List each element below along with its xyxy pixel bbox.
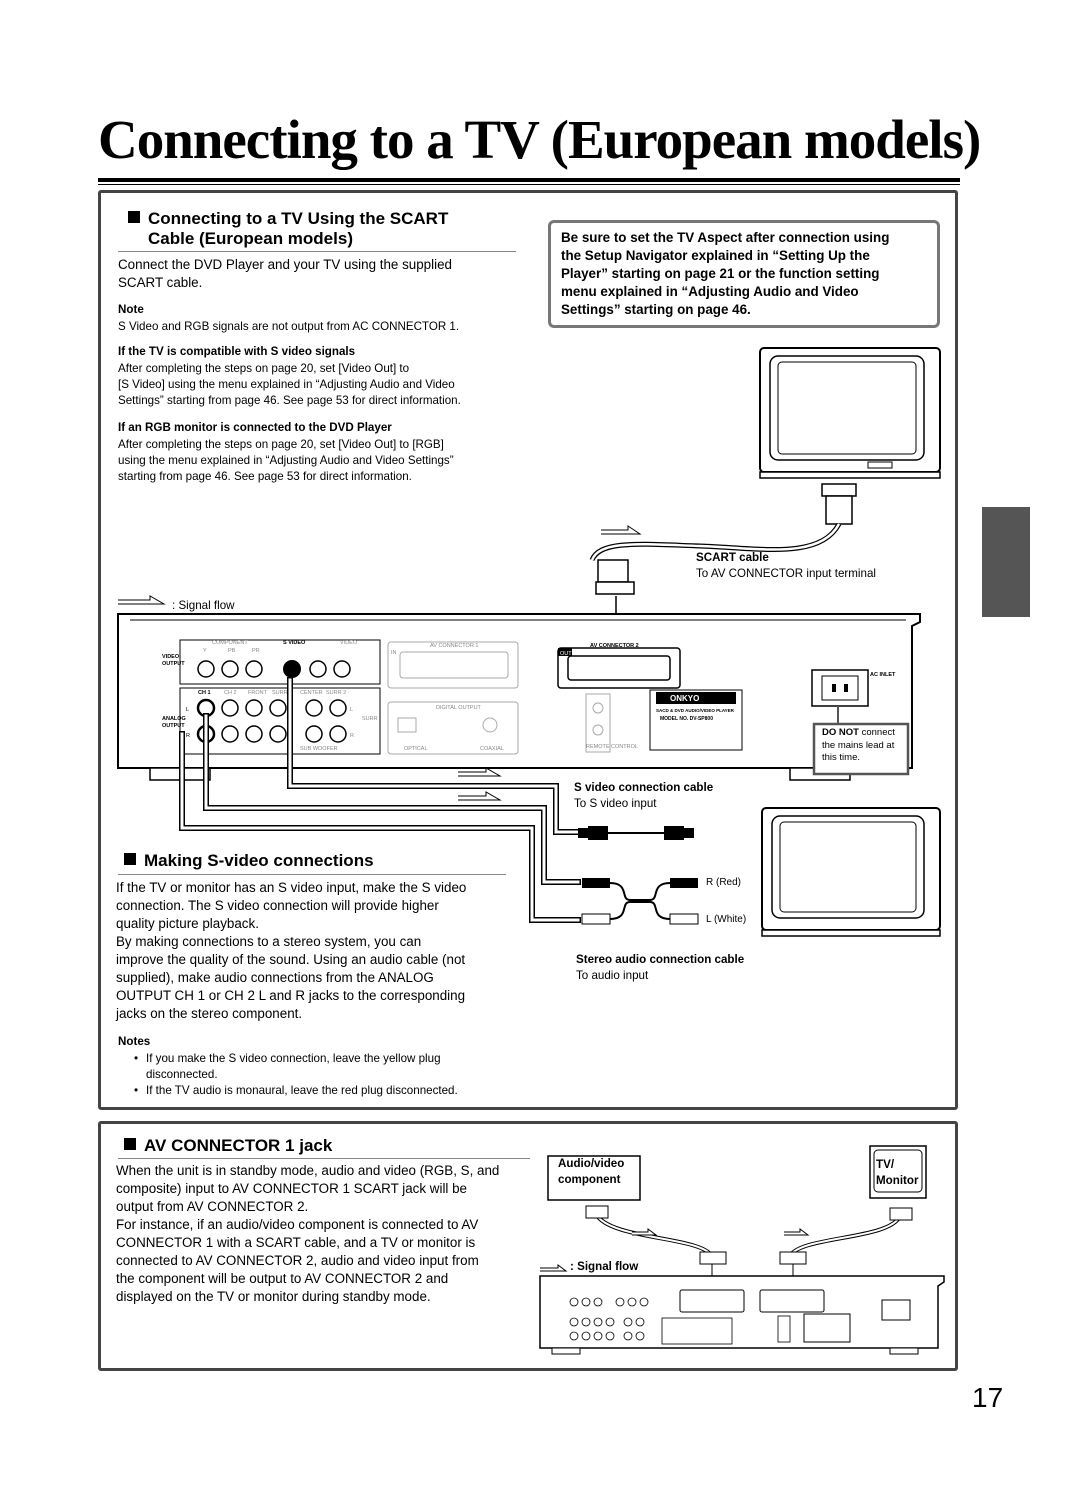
panel-l2: L: [350, 707, 354, 713]
do-not-bold: DO NOT: [822, 727, 859, 738]
panel-pr: PR: [252, 648, 260, 654]
r-red-label: R (Red): [706, 877, 742, 888]
callout-line: Player” starting on page 21 or the function setting: [561, 266, 880, 281]
panel-coaxial: COAXIAL: [480, 746, 504, 752]
do-not-line: connect: [858, 727, 895, 738]
s2-line: connection. The S video connection will provide higher: [116, 898, 439, 913]
panel-surr1: SURR 1: [272, 690, 293, 696]
s3-line: displayed on the TV or monitor during standby mode.: [116, 1289, 431, 1304]
sub1-heading: If the TV is compatible with S video signals: [118, 345, 356, 358]
sub2-line: starting from page 46. See page 53 for direct information.: [118, 470, 412, 483]
s3-line: the component will be output to AV CONNECTOR 2 and: [116, 1271, 449, 1286]
note-line: disconnected.: [146, 1068, 218, 1081]
panel-s-video: S VIDEO: [283, 640, 306, 646]
note-line: • If you make the S video connection, leave the yellow plug: [146, 1052, 441, 1065]
tv-top: [760, 348, 940, 478]
section3-rule: [118, 1158, 530, 1159]
panel-r2: R: [350, 733, 354, 739]
scart-plug-tv: [592, 484, 856, 560]
callout-line: the Setup Navigator explained in “Setting Up the: [561, 248, 870, 263]
panel-surr2: SURR 2: [326, 690, 347, 696]
sub2-line: After completing the steps on page 20, set [Video Out] to [RGB]: [118, 438, 444, 451]
sub1-line: After completing the steps on page 20, set [Video Out] to: [118, 362, 410, 375]
s2-line: By making connections to a stereo system, you can: [116, 934, 422, 949]
panel-pb: PB: [228, 648, 236, 654]
panel-sub-woofer: SUB WOOFER: [300, 746, 338, 752]
panel-l: L: [186, 707, 190, 713]
s2-line: improve the quality of the sound. Using an audio cable (not: [116, 952, 466, 967]
panel-analog-output-1: ANALOG: [162, 716, 186, 722]
l-white-label: L (White): [706, 914, 747, 925]
panel-video: VIDEO: [340, 640, 358, 646]
notes-list: [132, 1051, 522, 1099]
panel-center: CENTER: [300, 690, 323, 696]
av-component-label: [558, 1156, 624, 1188]
panel-out: OUT: [560, 651, 572, 657]
s3-line: composite) input to AV CONNECTOR 1 SCART jack will be: [116, 1181, 468, 1196]
panel-in: IN: [391, 650, 397, 656]
tv-bottom: [762, 808, 940, 936]
callout-line: menu explained in “Adjusting Audio and Video: [561, 284, 859, 299]
section2-heading: [124, 851, 374, 871]
panel-ch2: CH 2: [224, 690, 237, 696]
panel-model-desc: SACD & DVD AUDIO/VIDEO PLAYER: [656, 708, 734, 713]
stereo-cable-label: Stereo audio connection cable: [576, 953, 745, 966]
page-number: 17: [972, 1382, 1004, 1413]
stereo-to-label: To audio input: [576, 969, 649, 982]
s2-line: OUTPUT CH 1 or CH 2 L and R jacks to the corresponding: [116, 988, 466, 1003]
note-item: [146, 1051, 522, 1083]
section2-rule: [118, 874, 506, 875]
page-title: Connecting to a TV (European models): [98, 109, 981, 170]
do-not-line: the mains lead at: [822, 739, 895, 751]
panel-video-output-1: VIDEO: [162, 654, 180, 660]
section3-body: [116, 1162, 546, 1306]
panel-y: Y: [203, 648, 207, 654]
note-item: • If the TV audio is monaural, leave the red plug disconnected.: [146, 1083, 522, 1099]
panel-component: COMPONENT: [212, 640, 248, 646]
signal-flow-label-2: : Signal flow: [570, 1260, 639, 1273]
bullet-square-icon: [124, 1138, 136, 1150]
s2-line: jacks on the stereo component.: [116, 1006, 303, 1021]
player-rear-panel: [118, 614, 920, 780]
panel-ch1: CH 1: [198, 690, 211, 696]
panel-r: R: [186, 733, 190, 739]
signal-flow-label: : Signal flow: [172, 599, 235, 612]
svideo-cable-label: S video connection cable: [574, 781, 714, 794]
panel-analog-output-2: OUTPUT: [162, 723, 185, 729]
note-heading: Note: [118, 303, 144, 316]
s-video-cable: [578, 826, 694, 840]
do-not-connect-text: [822, 727, 895, 765]
panel-av-connector-1: AV CONNECTOR 1: [430, 643, 479, 649]
section1-heading-line2: Cable (European models): [148, 229, 353, 248]
section2-p1: [116, 879, 526, 1023]
sub1-line: [S Video] using the menu explained in “Adjusting Audio and Video: [118, 378, 455, 391]
s2-line: If the TV or monitor has an S video input, make the S video: [116, 880, 467, 895]
sub1-line: Settings” starting from page 46. See page 53 for direct information.: [118, 394, 461, 407]
section1-heading-line1: Connecting to a TV Using the SCART: [148, 209, 449, 228]
tv-monitor-line: TV/: [876, 1158, 895, 1171]
panel-optical: OPTICAL: [404, 746, 428, 752]
tv-monitor-label: [876, 1157, 919, 1189]
sub2-line: using the menu explained in “Adjusting Audio and Video Settings”: [118, 454, 454, 467]
s3-line: When the unit is in standby mode, audio and video (RGB, S, and: [116, 1163, 500, 1178]
panel-av-connector-2: AV CONNECTOR 2: [590, 643, 639, 649]
s2-line: quality picture playback.: [116, 916, 259, 931]
scart-to-label: To AV CONNECTOR input terminal: [696, 567, 876, 580]
signal-flow-arrow-icon: [118, 526, 640, 604]
note-text: S Video and RGB signals are not output from AC CONNECTOR 1.: [118, 320, 460, 333]
panel-surr: SURR: [362, 716, 378, 722]
panel-video-output-2: OUTPUT: [162, 661, 185, 667]
do-not-line: this time.: [822, 752, 861, 763]
stereo-audio-cable: [582, 878, 698, 924]
panel-model-no: MODEL NO. DV-SP800: [660, 716, 713, 722]
notes-heading: Notes: [118, 1035, 151, 1048]
s3-line: connected to AV CONNECTOR 2, audio and video input from: [116, 1253, 479, 1268]
section2-heading-text: Making S-video connections: [144, 851, 374, 870]
sub2-heading: If an RGB monitor is connected to the DVD Player: [118, 421, 392, 434]
bullet-square-icon: [124, 853, 136, 865]
panel-brand: ONKYO: [670, 694, 700, 703]
av-component-line: Audio/video: [558, 1157, 625, 1170]
panel-front: FRONT: [248, 690, 267, 696]
s2-line: supplied), make audio connections from the ANALOG: [116, 970, 434, 985]
av-component-line: component: [558, 1173, 621, 1186]
panel-ac-inlet: AC INLET: [870, 672, 896, 678]
tv-monitor-line: Monitor: [876, 1174, 919, 1187]
scart-cable-label: SCART cable: [696, 551, 769, 564]
callout-line: Be sure to set the TV Aspect after connection using: [561, 230, 890, 245]
panel-digital-output: DIGITAL OUTPUT: [436, 705, 481, 711]
intro-line: Connect the DVD Player and your TV using the supplied: [118, 257, 452, 272]
intro-line: SCART cable.: [118, 275, 203, 290]
callout-line: Settings” starting on page 46.: [561, 302, 751, 317]
section3-heading-text: AV CONNECTOR 1 jack: [144, 1136, 333, 1155]
panel-remote-control: REMOTE CONTROL: [586, 744, 638, 750]
s3-line: CONNECTOR 1 with a SCART cable, and a TV or monitor is: [116, 1235, 476, 1250]
svideo-to-label: To S video input: [574, 797, 657, 810]
s3-line: output from AV CONNECTOR 2.: [116, 1199, 309, 1214]
s3-line: For instance, if an audio/video component is connected to AV: [116, 1217, 479, 1232]
section3-heading: [124, 1136, 332, 1156]
